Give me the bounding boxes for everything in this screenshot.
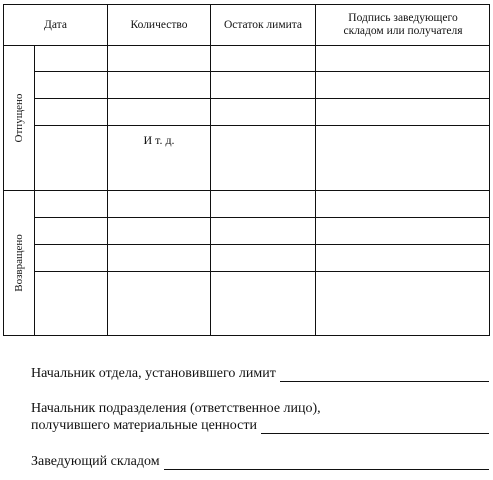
signature-department-head-field[interactable] [280, 369, 489, 382]
signature-department-head-label: Начальник отдела, установившего лимит [31, 366, 276, 381]
continuation-note: И т. д. [143, 133, 175, 147]
signature-unit-head [31, 418, 489, 434]
header-date: Дата [44, 18, 67, 31]
group-label-released: Отпущено [13, 93, 25, 143]
signature-unit-head-label-line2: получившего материальные ценности [31, 418, 257, 433]
header-quantity: Количество [130, 18, 188, 31]
header-signature: Подпись заведующего складом или получателя [343, 12, 463, 37]
signature-unit-head-field[interactable] [261, 421, 489, 434]
signature-warehouse-manager-label: Заведующий складом [31, 454, 160, 469]
header-limit-remainder: Остаток лимита [223, 18, 303, 31]
signature-unit-head-label-line1: Начальник подразделения (ответственное лицо), [31, 401, 321, 416]
signature-warehouse-manager [31, 454, 489, 470]
group-label-returned: Возвращено [13, 234, 25, 292]
signature-warehouse-manager-field[interactable] [164, 457, 489, 470]
signature-department-head [31, 366, 489, 382]
